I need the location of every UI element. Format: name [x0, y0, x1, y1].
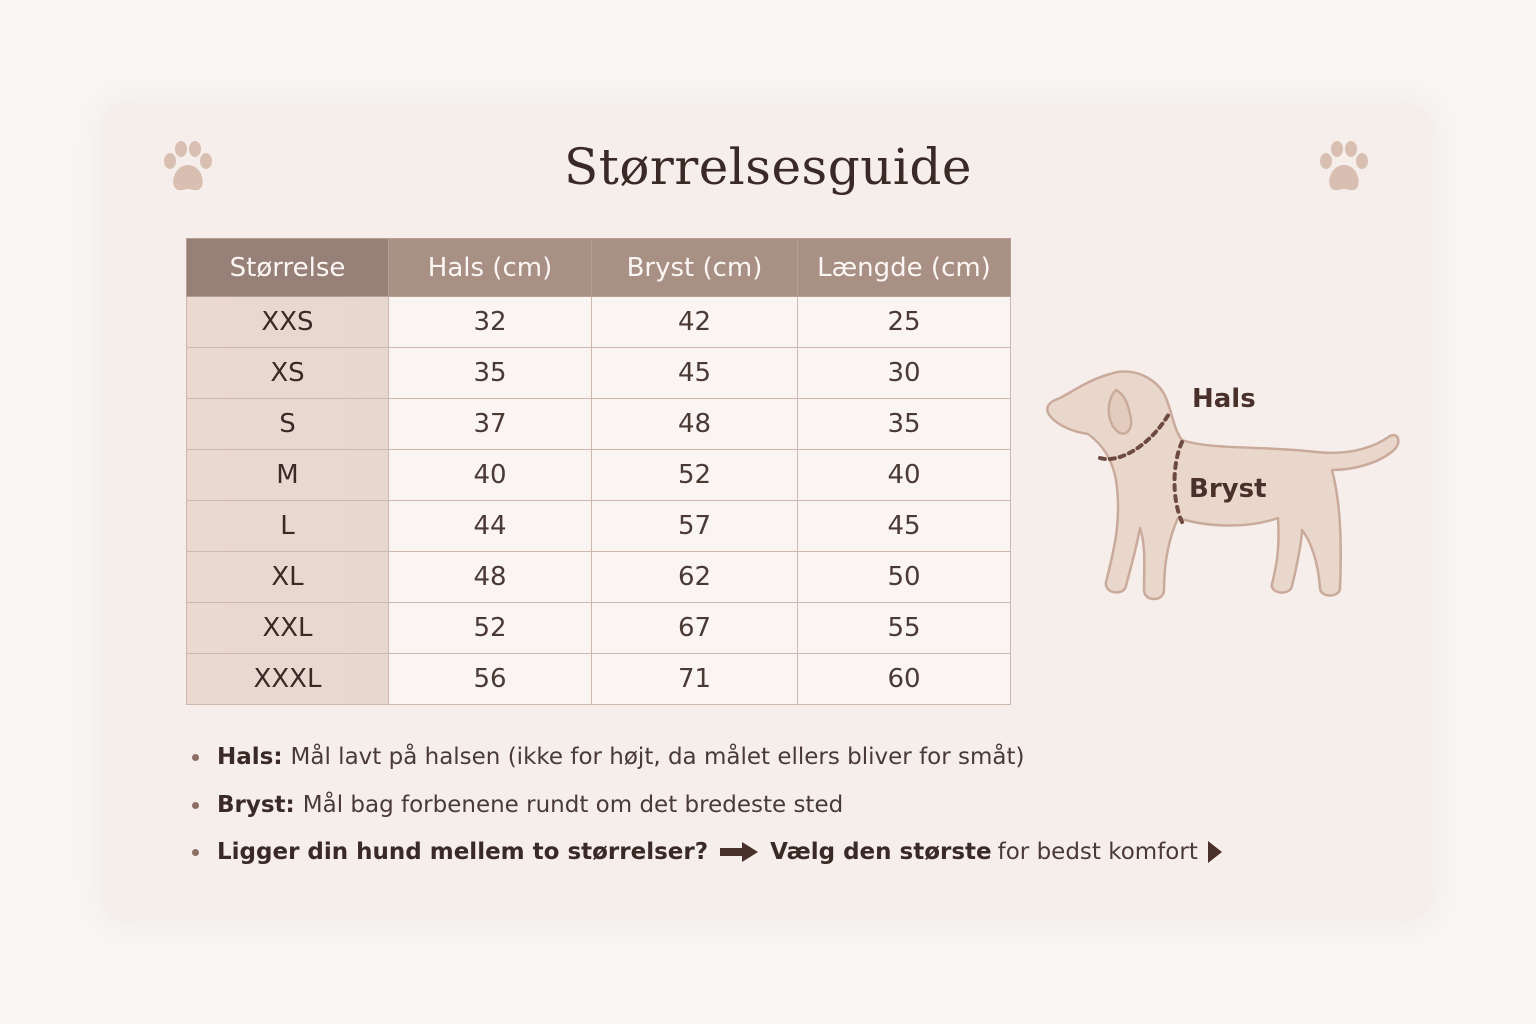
length-cell: 60 — [798, 654, 1011, 705]
length-cell: 55 — [798, 603, 1011, 654]
note-chest-text: Mål bag forbenene rundt om det bredeste sted — [302, 792, 844, 818]
chest-cell: 42 — [592, 297, 798, 348]
table-header-row — [187, 239, 1011, 297]
page-title: Størrelsesguide — [563, 138, 973, 196]
note-chest-label: Bryst: — [217, 792, 295, 818]
column-header-size: Størrelse — [187, 239, 389, 297]
chest-cell: 48 — [592, 399, 798, 450]
neck-label: Hals — [1192, 384, 1256, 414]
neck-cell: 40 — [389, 450, 592, 501]
chest-cell: 62 — [592, 552, 798, 603]
column-header-neck: Hals (cm) — [389, 239, 592, 297]
chest-cell: 57 — [592, 501, 798, 552]
table-row — [187, 399, 1011, 450]
arrow-right-icon — [720, 842, 758, 862]
chest-cell: 45 — [592, 348, 798, 399]
chest-cell: 67 — [592, 603, 798, 654]
table-row — [187, 450, 1011, 501]
size-cell: XL — [187, 552, 389, 603]
note-neck-label: Hals: — [217, 744, 283, 770]
neck-cell: 32 — [389, 297, 592, 348]
table-row — [187, 654, 1011, 705]
table-row — [187, 501, 1011, 552]
neck-cell: 48 — [389, 552, 592, 603]
length-cell: 50 — [798, 552, 1011, 603]
table-row — [187, 603, 1011, 654]
neck-cell: 52 — [389, 603, 592, 654]
neck-cell: 44 — [389, 501, 592, 552]
tip-question: Ligger din hund mellem to størrelser? — [217, 839, 709, 865]
tip-answer: Vælg den største — [770, 839, 992, 865]
size-cell: XXXL — [187, 654, 389, 705]
length-cell: 30 — [798, 348, 1011, 399]
neck-cell: 35 — [389, 348, 592, 399]
note-neck-text: Mål lavt på halsen (ikke for højt, da målet ellers bliver for småt) — [290, 744, 1025, 770]
table-row — [187, 297, 1011, 348]
bullet-icon — [192, 754, 199, 761]
table-row — [187, 552, 1011, 603]
size-cell: S — [187, 399, 389, 450]
bullet-icon — [192, 802, 199, 809]
column-header-chest: Bryst (cm) — [592, 239, 798, 297]
size-cell: M — [187, 450, 389, 501]
chest-label: Bryst — [1189, 474, 1267, 504]
play-triangle-icon — [1206, 840, 1224, 864]
chest-cell: 52 — [592, 450, 798, 501]
size-cell: XS — [187, 348, 389, 399]
note-neck — [192, 744, 1024, 770]
size-cell: L — [187, 501, 389, 552]
tip-tail: for bedst komfort — [997, 839, 1198, 865]
column-header-length: Længde (cm) — [798, 239, 1011, 297]
length-cell: 45 — [798, 501, 1011, 552]
length-cell: 40 — [798, 450, 1011, 501]
neck-cell: 56 — [389, 654, 592, 705]
table-row — [187, 348, 1011, 399]
length-cell: 25 — [798, 297, 1011, 348]
bullet-icon — [192, 849, 199, 856]
chest-cell: 71 — [592, 654, 798, 705]
size-table — [186, 238, 1011, 705]
note-chest — [192, 792, 843, 818]
note-tip — [192, 839, 1224, 865]
length-cell: 35 — [798, 399, 1011, 450]
size-cell: XXL — [187, 603, 389, 654]
size-cell: XXS — [187, 297, 389, 348]
neck-cell: 37 — [389, 399, 592, 450]
